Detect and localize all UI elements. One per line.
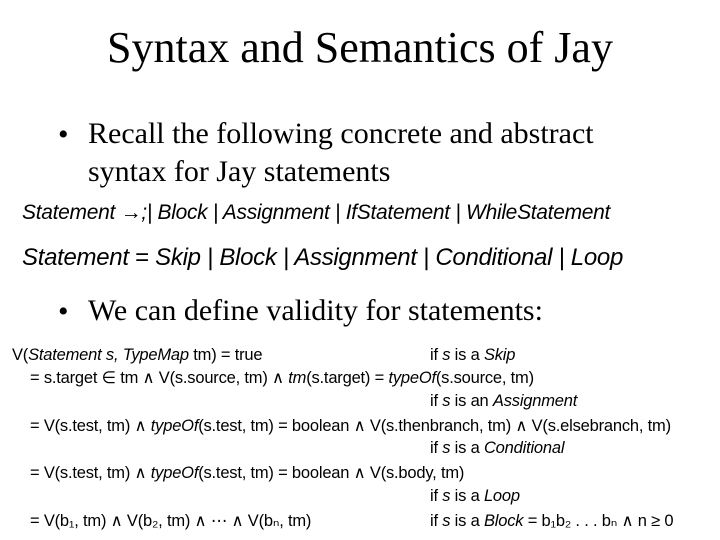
bullet-1-line-1: Recall the following concrete and abstract xyxy=(88,117,594,150)
loop-clause: = V(s.test, tm) ∧ typeOf(s.test, tm) = boolean ∧ V(s.body, tm) xyxy=(30,464,465,482)
loop-condition: if s is a Loop xyxy=(430,487,520,505)
concrete-syntax-rule xyxy=(22,200,610,226)
skip-value: true xyxy=(234,346,263,364)
abstract-syntax-rule xyxy=(22,243,623,273)
bullet-1-line-2: syntax for Jay statements xyxy=(88,155,391,188)
slide-title: Syntax and Semantics of Jay xyxy=(107,23,613,72)
conditional-clause: = V(s.test, tm) ∧ typeOf(s.test, tm) = boolean ∧ V(s.thenbranch, tm) ∧ V(s.elsebranch, tm) xyxy=(30,417,671,435)
validity-formula-head: V(Statement s, TypeMap tm) = true xyxy=(12,346,263,364)
bullet-2-line-1: We can define validity for statements: xyxy=(88,294,543,327)
abstract-syntax-rhs: Skip | Block | Assignment | Conditional | Loop xyxy=(155,244,624,271)
block-clause: = V(b₁, tm) ∧ V(b₂, tm) ∧ ⋯ ∧ V(bₙ, tm) xyxy=(30,512,312,530)
concrete-syntax-lhs: Statement xyxy=(22,201,116,224)
abstract-syntax-lhs: Statement xyxy=(22,244,129,271)
conditional-condition: if s is a Conditional xyxy=(430,439,565,457)
abstract-syntax-equals: = xyxy=(135,244,149,271)
block-condition: if s is a Block = b₁b₂ . . . bₙ ∧ n ≥ 0 xyxy=(430,512,674,530)
concrete-syntax-rhs: ;| Block | Assignment | IfStatement | WhileStatement xyxy=(141,201,611,224)
assignment-condition: if s is an Assignment xyxy=(430,392,578,410)
bullet-1-marker: • xyxy=(58,118,69,151)
skip-condition: if s is a Skip xyxy=(430,346,516,364)
assignment-clause: = s.target ∈ tm ∧ V(s.source, tm) ∧ tm(s.target) = typeOf(s.source, tm) xyxy=(30,369,534,387)
bullet-2-marker: • xyxy=(58,295,69,328)
formula-params: Statement s, TypeMap xyxy=(28,346,189,364)
production-arrow: → xyxy=(120,201,142,224)
